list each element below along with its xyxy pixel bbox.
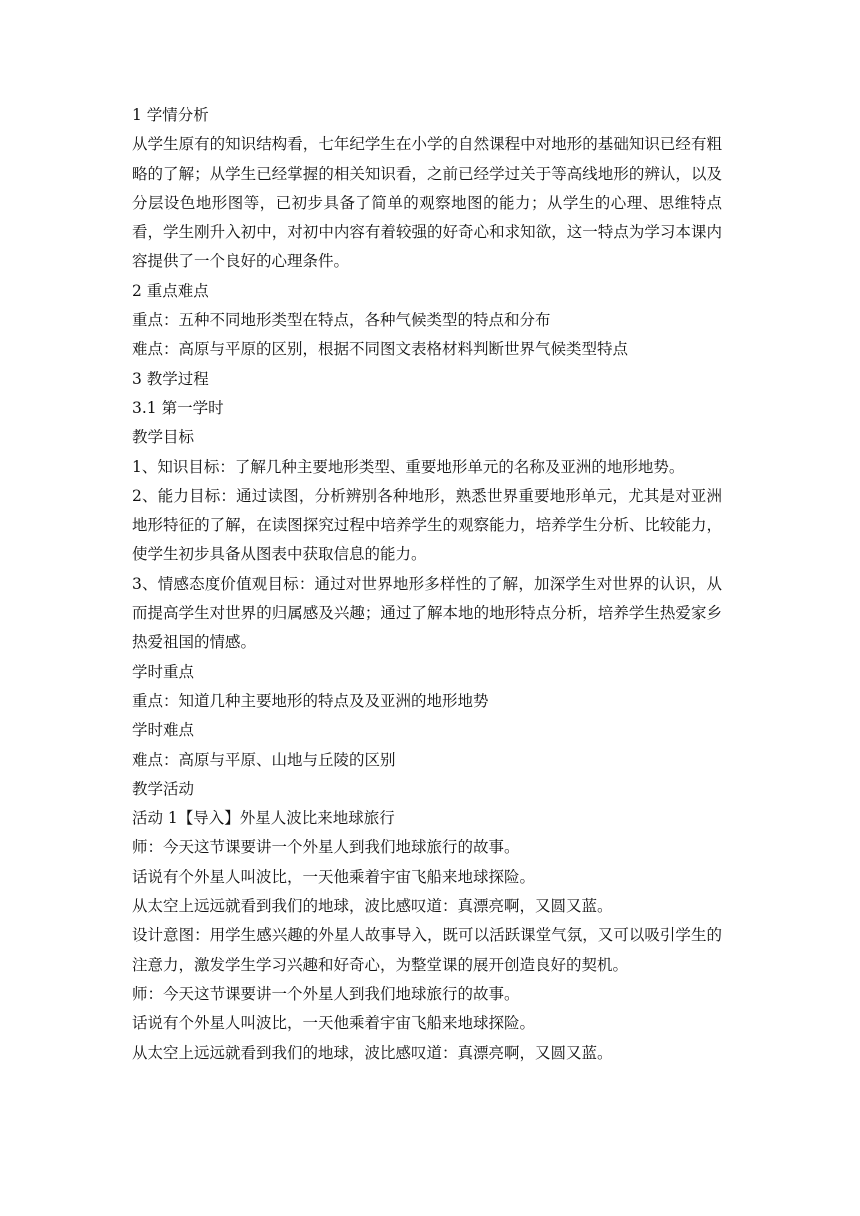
activity-1-title: 活动 1【导入】外星人波比来地球旅行: [132, 809, 395, 828]
paragraph-story-2-repeat: 从太空上远远就看到我们的地球，波比感叹道：真漂亮啊，又圆又蓝。: [132, 1043, 613, 1062]
document-body: [132, 101, 722, 1068]
paragraph-story-1-repeat: 话说有个外星人叫波比，一天他乘着宇宙飞船来地球探险。: [132, 1014, 536, 1033]
section-heading-learner-analysis: 1 学情分析: [132, 106, 209, 124]
paragraph-difficult-point: 难点：高原与平原的区别，根据不同图文表格材料判断世界气候类型特点: [132, 340, 629, 359]
paragraph-story-2: 从太空上远远就看到我们的地球，波比感叹道：真漂亮啊，又圆又蓝。: [132, 897, 613, 916]
paragraph-attitude-goal: 3、情感态度价值观目标：通过对世界地形多样性的了解，加深学生对世界的认识，从而提高学生对世界的归属感及兴趣；通过了解本地的地形特点分析，培养学生热爱家乡热爱祖国的情感。: [132, 574, 722, 652]
heading-period-key-point: 学时重点: [132, 662, 195, 681]
heading-period-difficult-point: 学时难点: [132, 721, 195, 740]
paragraph-design-intent: 设计意图：用学生感兴趣的外星人故事导入，既可以活跃课堂气氛，又可以吸引学生的注意力，激发学生学习兴趣和好奇心，为整堂课的展开创造良好的契机。: [132, 926, 722, 974]
heading-teaching-goals: 教学目标: [132, 428, 195, 447]
paragraph-ability-goal: 2、能力目标：通过读图，分析辨别各种地形，熟悉世界重要地形单元，尤其是对亚洲地形特征的了解，在读图探究过程中培养学生的观察能力，培养学生分析、比较能力，使学生初步具备从图表中获取信息的能力。: [132, 486, 722, 564]
section-heading-key-points: 2 重点难点: [132, 281, 209, 300]
paragraph-learner-analysis: 从学生原有的知识结构看，七年纪学生在小学的自然课程中对地形的基础知识已经有粗略的了解；从学生已经掌握的相关知识看，之前已经学过关于等高线地形的辨认，以及分层设色地形图等，已初步具备了简单的观察地图的能力；从学生的心理、思维特点看，学生刚升入初中，对初中内容有着较强的好奇心和求知欲，这一特点为学习本课内容提供了一个良好的心理条件。: [132, 135, 722, 271]
paragraph-teacher-intro: 师：今天这节课要讲一个外星人到我们地球旅行的故事。: [132, 838, 520, 857]
paragraph-story-1: 话说有个外星人叫波比，一天他乘着宇宙飞船来地球探险。: [132, 867, 536, 886]
subsection-heading-first-period: 3.1 第一学时: [132, 398, 224, 417]
paragraph-period-difficult-point: 难点：高原与平原、山地与丘陵的区别: [132, 750, 396, 769]
section-heading-teaching-process: 3 教学过程: [132, 369, 209, 388]
heading-teaching-activities: 教学活动: [132, 779, 195, 798]
paragraph-knowledge-goal: 1、知识目标：了解几种主要地形类型、重要地形单元的名称及亚洲的地形地势。: [132, 457, 685, 476]
paragraph-period-key-point: 重点：知道几种主要地形的特点及及亚洲的地形地势: [132, 691, 489, 710]
paragraph-key-point: 重点：五种不同地形类型在特点，各种气候类型的特点和分布: [132, 311, 551, 330]
paragraph-teacher-intro-repeat: 师：今天这节课要讲一个外星人到我们地球旅行的故事。: [132, 984, 520, 1003]
